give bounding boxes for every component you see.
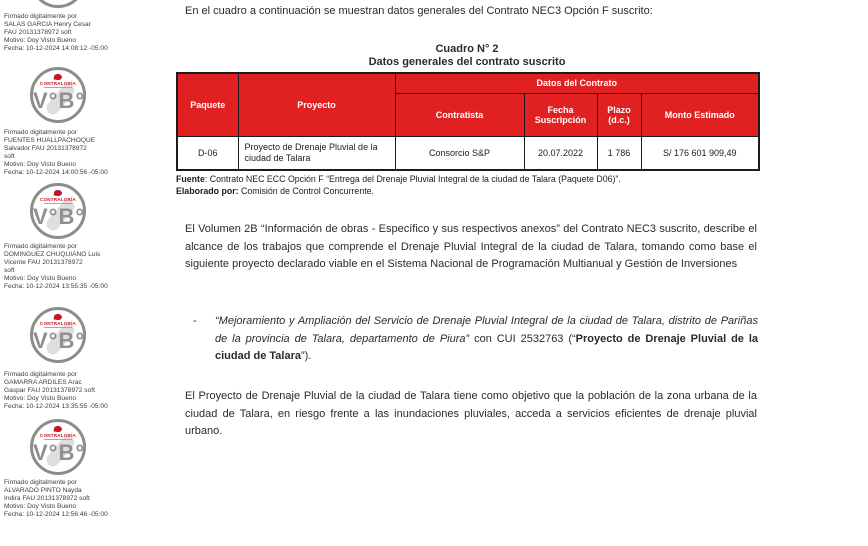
elaborado-text: Comisión de Control Concurrente.: [238, 186, 374, 196]
signature-text: Firmado digitalmente por DOMINGUEZ CHUQUIANO Luis Vicente FAU 20131378972 soft Motivo: Doy Visto Bueno Fecha: 10-12-2024 13:55:35 -05:00: [4, 243, 108, 290]
stamp-vb-text: V°B°: [33, 328, 86, 353]
stamp-vb-text: [33, 0, 83, 3]
stamp-brand-text: CONTRALORÍA: [39, 81, 77, 86]
stamp-brand-text: CONTRALORÍA: [39, 433, 77, 438]
table-title: [176, 43, 758, 69]
stamp-brand-text: CONTRALORÍA: [39, 321, 77, 326]
fuente-note: [176, 173, 758, 185]
col-header-monto-estimado: Monto Estimado: [641, 94, 759, 137]
contraloria-flag-icon: [54, 425, 63, 432]
bullet-bold-text: Proyecto de Drenaje Pluvial de la ciudad de Talara: [215, 332, 758, 363]
table-title-line1: Cuadro N° 2: [435, 43, 499, 55]
fuente-label: Fuente: [176, 174, 205, 184]
contraloria-vb-stamp-icon: [30, 0, 86, 8]
body-paragraph-2: El Proyecto de Drenaje Pluvial de la ciudad de Talara tiene como objetivo que la población de la zona urbana de la ciudad de Talara, en riesgo frente a las inundaciones pluviales, acceda a servicios eficientes de drenaje pluvial urbano.: [185, 390, 757, 438]
stamp-brand-text: CONTRALORÍA: [39, 197, 77, 202]
col-header-contratista: Contratista: [395, 94, 524, 137]
contraloria-flag-icon: [54, 313, 63, 320]
elaborado-note: [176, 185, 758, 197]
contract-data-table: [176, 72, 760, 171]
contraloria-vb-stamp-icon: [30, 419, 86, 475]
contraloria-vb-stamp-icon: [30, 67, 86, 123]
cell-plazo: 1 786: [597, 137, 641, 171]
contraloria-vb-stamp-icon: [30, 307, 86, 363]
col-header-paquete: Paquete: [177, 73, 238, 137]
bullet-dash: -: [193, 315, 197, 327]
stamp-vb-text: V°B°: [33, 88, 86, 113]
body-paragraph-1: El Volumen 2B “Información de obras - Específico y sus respectivos anexos” del Contrato NEC3 suscrito, describe el alcance de los trabajos que comprende el Drenaje Pluvial Integral de la ciudad de Talara, tomando como base el siguiente proyecto declarado viable en el Sistema Nacional de Programación Multianual y Gestión de Inversiones: [185, 223, 757, 271]
col-header-proyecto: Proyecto: [238, 73, 395, 137]
cell-proyecto: Proyecto de Drenaje Pluvial de la ciudad de Talara: [238, 137, 395, 171]
bullet-italic-text: “Mejoramiento y Ampliación del Servicio de Drenaje Pluvial Integral de la ciudad de Talara, distrito de Pariñas de la provincia de Talara, departamento de Piura”: [215, 315, 758, 345]
table-row: [177, 137, 759, 171]
signature-text: Firmado digitalmente por GAMARRA ARDILES Arac Gaspar FAU 20131378972 soft Motivo: Doy Visto Bueno Fecha: 10-12-2024 13:35:55 -05:00: [4, 371, 108, 410]
elaborado-label: Elaborado por:: [176, 186, 239, 196]
signature-text: Firmado digitalmente por FUENTES HUALLPACHOQUE Salvador FAU 20131378972 soft Motivo: Doy Visto Bueno Fecha: 10-12-2024 14:00:56 -05:00: [4, 129, 108, 176]
bullet-text: [215, 313, 758, 366]
contraloria-flag-icon: [54, 73, 63, 80]
fuente-text: : Contrato NEC ECC Opción F “Entrega del Drenaje Pluvial Integral de la ciudad de Talara (Paquete D06)”.: [204, 174, 621, 184]
col-header-fecha-suscripcion: Fecha Suscripción: [524, 94, 597, 137]
table-notes: [176, 173, 758, 197]
cell-monto-estimado: S/ 176 601 909,49: [641, 137, 759, 171]
cell-paquete: D-06: [177, 137, 238, 171]
cell-contratista: Consorcio S&P: [395, 137, 524, 171]
col-header-plazo: Plazo (d.c.): [597, 94, 641, 137]
cell-fecha-suscripcion: 20.07.2022: [524, 137, 597, 171]
intro-paragraph: En el cuadro a continuación se muestran datos generales del Contrato NEC3 Opción F suscrito:: [185, 5, 653, 17]
contraloria-vb-stamp-icon: [30, 183, 86, 239]
stamp-vb-text: V°B°: [33, 204, 86, 229]
signature-column: [0, 0, 172, 546]
bullet-item: [176, 313, 758, 366]
signature-text: Firmado digitalmente por SALAS GARCIA Henry Cesar FAU 20131378972 soft Motivo: Doy Visto Bueno Fecha: 10-12-2024 14:08:12 -05:00: [4, 13, 108, 52]
group-header-datos-contrato: Datos del Contrato: [395, 73, 759, 94]
stamp-vb-text: V°B°: [33, 440, 86, 465]
signature-text: Firmado digitalmente por ALVARADO PINTO Nayda Indira FAU 20131378972 soft Motivo: Doy Visto Bueno Fecha: 10-12-2024 12:56:46 -05:00: [4, 479, 108, 518]
bullet-mid-text: con CUI 2532763 (“: [469, 332, 576, 345]
bullet-end-text: ”).: [301, 350, 312, 363]
contraloria-flag-icon: [54, 189, 63, 196]
table-title-line2: Datos generales del contrato suscrito: [368, 56, 566, 68]
